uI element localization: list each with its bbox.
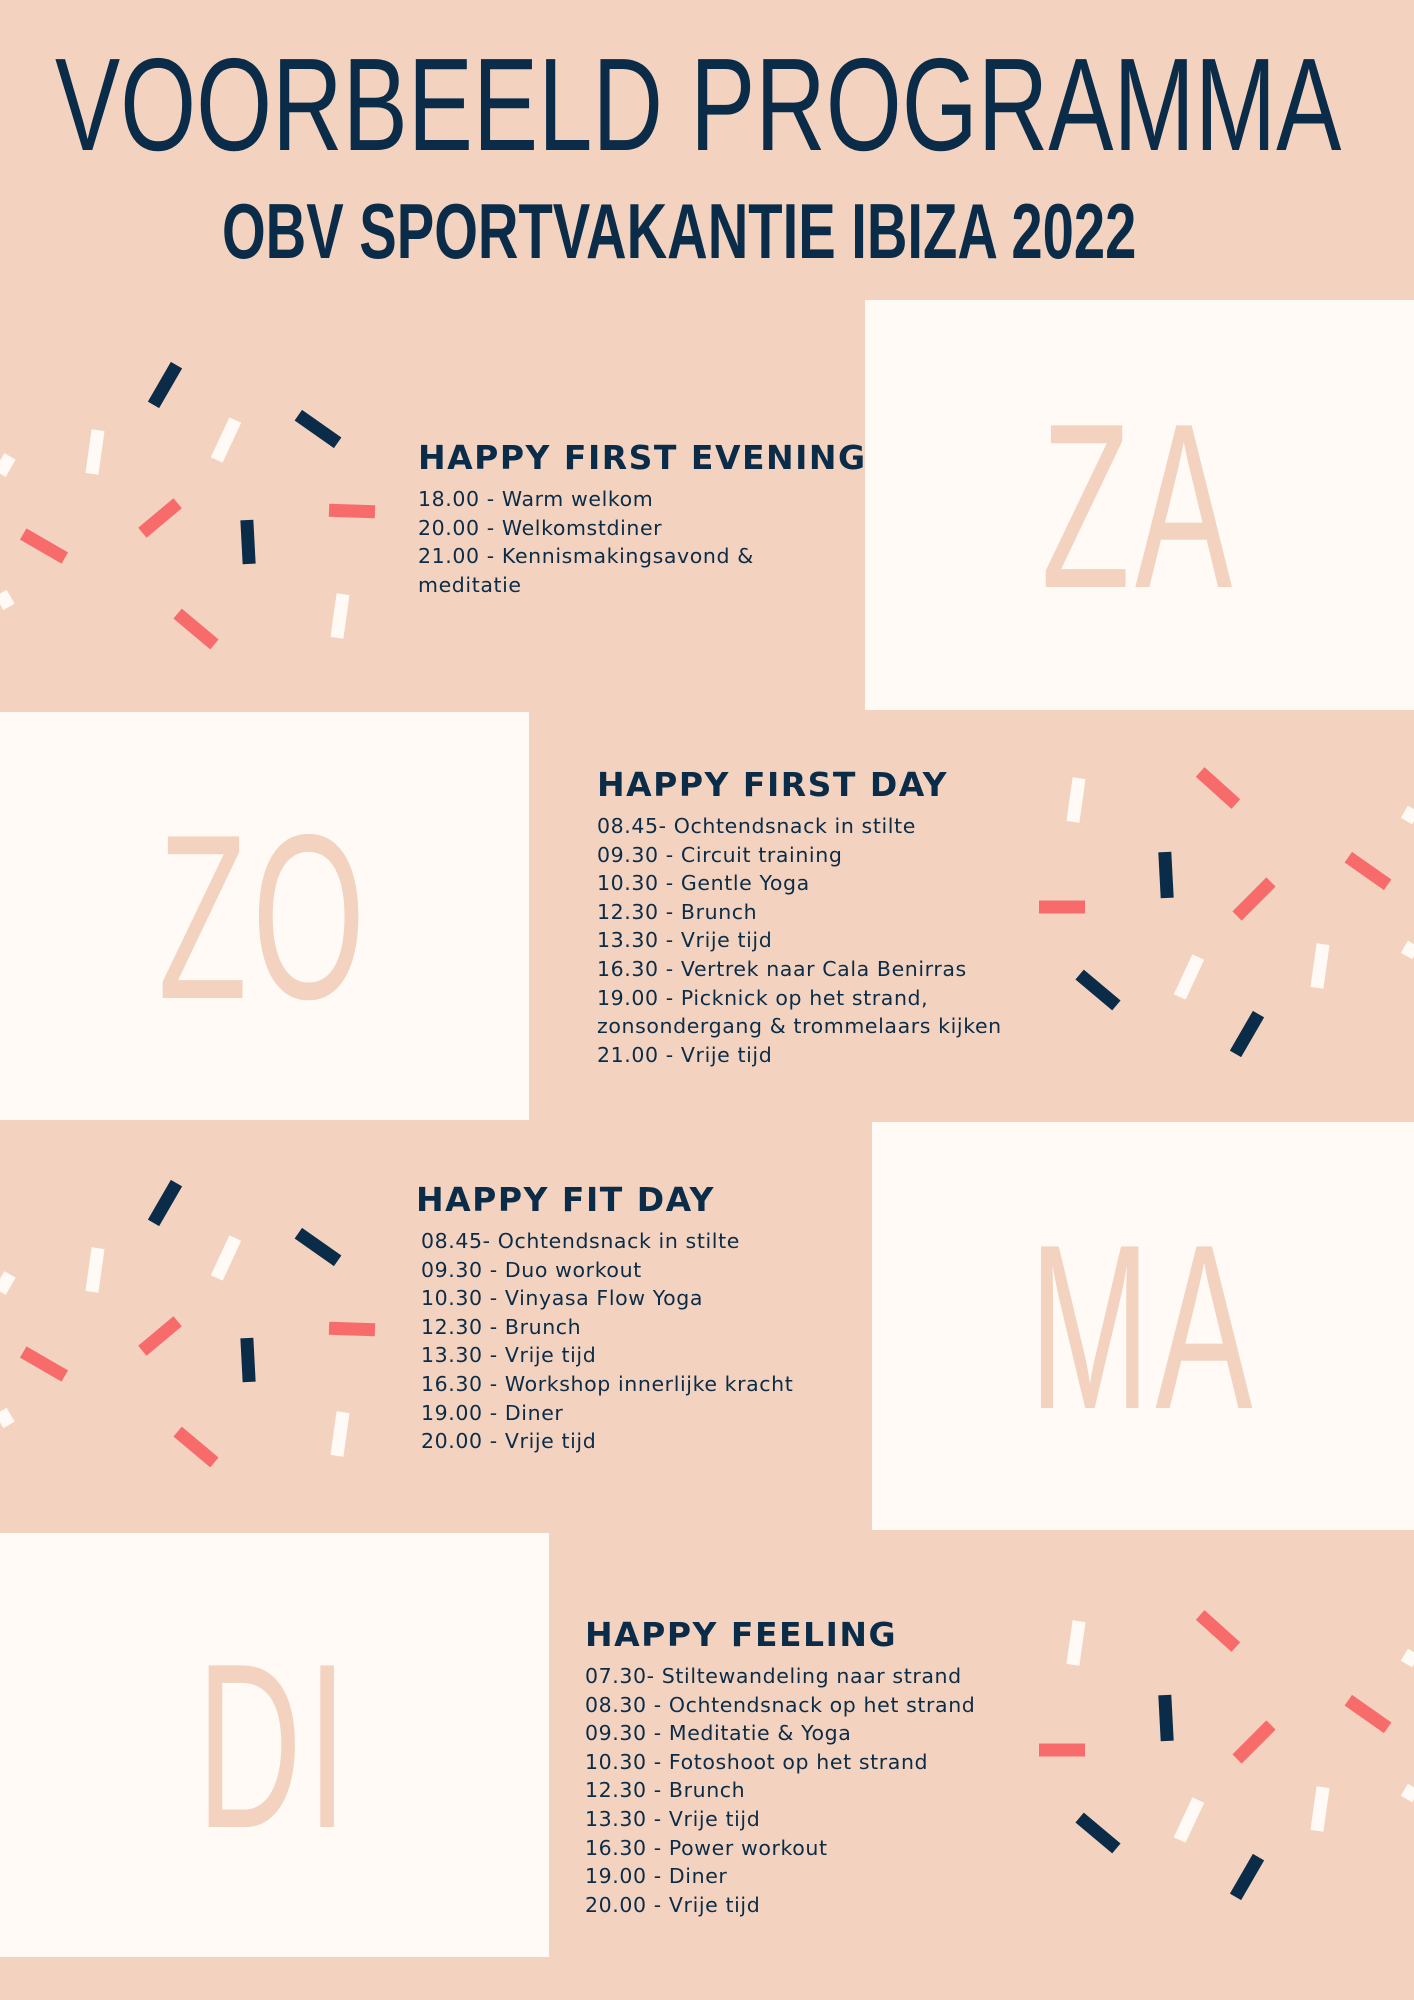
program-item: 10.30 - Fotoshoot op het strand <box>585 1749 929 1774</box>
program-item: 12.30 - Brunch <box>421 1314 582 1339</box>
program-item: 21.00 - Kennismakingsavond & <box>418 544 754 569</box>
confetti-piece <box>1067 1620 1086 1665</box>
program-item: 09.30 - Circuit training <box>597 842 843 867</box>
program-item: 21.00 - Vrije tijd <box>597 1042 773 1067</box>
day-abbr: ZO <box>158 784 371 1048</box>
day-abbr: ZA <box>1041 373 1238 637</box>
page-subtitle: OBV SPORTVAKANTIE IBIZA 2022 <box>222 187 1137 275</box>
program-item: 20.00 - Welkomstdiner <box>418 515 663 540</box>
confetti-piece <box>1311 1786 1330 1831</box>
confetti-piece <box>331 593 350 638</box>
confetti-piece <box>1158 1695 1173 1742</box>
confetti-piece <box>240 520 255 565</box>
program-item: 13.30 - Vrije tijd <box>585 1806 761 1831</box>
program-item: 13.30 - Vrije tijd <box>597 928 773 953</box>
program-heading: HAPPY FEELING <box>585 1615 898 1654</box>
confetti-piece <box>1345 1695 1392 1733</box>
program-item: 08.45- Ochtendsnack in stilte <box>597 814 916 838</box>
confetti-piece <box>1158 852 1173 899</box>
program-item: 07.30- Stiltewandeling naar strand <box>585 1664 962 1688</box>
confetti-piece <box>1196 767 1240 809</box>
confetti-piece <box>211 417 241 462</box>
confetti-piece <box>329 504 375 519</box>
day-abbr: DI <box>196 1613 353 1877</box>
confetti-piece <box>1401 806 1414 825</box>
program-item: zonsondergang & trommelaars kijken <box>597 1014 1002 1039</box>
confetti-piece <box>1230 1011 1264 1057</box>
program-item: 13.30 - Vrije tijd <box>421 1343 597 1368</box>
confetti-piece <box>240 1338 255 1383</box>
program-item: 19.00 - Diner <box>585 1864 728 1889</box>
confetti-piece <box>1401 941 1414 960</box>
program-item: 19.00 - Diner <box>421 1400 564 1425</box>
confetti-cluster <box>1039 767 1414 1057</box>
confetti-piece <box>0 1408 15 1428</box>
program-item: 20.00 - Vrije tijd <box>421 1429 597 1454</box>
confetti-piece <box>1039 1744 1085 1757</box>
confetti-piece <box>1232 877 1275 920</box>
program-item: 16.30 - Workshop innerlijke kracht <box>421 1371 794 1396</box>
confetti-piece <box>1075 970 1120 1011</box>
confetti-piece <box>329 1322 375 1337</box>
confetti-piece <box>1174 1797 1204 1842</box>
confetti-piece <box>173 1427 218 1468</box>
confetti-piece <box>1067 777 1086 822</box>
confetti-piece <box>20 528 68 563</box>
program-item: 12.30 - Brunch <box>585 1778 746 1803</box>
confetti-piece <box>1345 852 1392 890</box>
program-heading: HAPPY FIT DAY <box>416 1180 715 1219</box>
confetti-piece <box>138 498 182 538</box>
confetti-piece <box>1039 901 1085 914</box>
confetti-piece <box>0 1271 16 1295</box>
confetti-piece <box>148 1180 182 1226</box>
confetti-piece <box>148 362 182 408</box>
confetti-piece <box>1232 1720 1275 1763</box>
confetti-cluster <box>0 1180 375 1468</box>
program-item: 20.00 - Vrije tijd <box>585 1892 761 1917</box>
confetti-piece <box>211 1235 241 1280</box>
confetti-piece <box>86 429 105 474</box>
program-item: 19.00 - Picknick op het strand, <box>597 985 929 1010</box>
program-item: 09.30 - Meditatie & Yoga <box>585 1721 852 1746</box>
program-item: 09.30 - Duo workout <box>421 1257 642 1282</box>
program-item: 08.45- Ochtendsnack in stilte <box>421 1229 740 1253</box>
program-heading: HAPPY FIRST EVENING <box>418 438 867 477</box>
program-item: 16.30 - Power workout <box>585 1835 828 1860</box>
program-item: 10.30 - Gentle Yoga <box>597 871 810 896</box>
confetti-piece <box>173 609 218 650</box>
confetti-piece <box>1311 943 1330 988</box>
confetti-piece <box>1401 1784 1414 1803</box>
confetti-cluster <box>0 362 375 650</box>
confetti-piece <box>0 590 15 610</box>
confetti-piece <box>1230 1854 1264 1900</box>
confetti-piece <box>1075 1813 1120 1854</box>
program-item: meditatie <box>418 572 522 597</box>
day-abbr: MA <box>1028 1194 1258 1458</box>
program-item: 16.30 - Vertrek naar Cala Benirras <box>597 956 967 981</box>
confetti-piece <box>20 1346 68 1381</box>
page-title: VOORBEELD PROGRAMMA <box>55 31 1342 178</box>
program-item: 10.30 - Vinyasa Flow Yoga <box>421 1286 704 1311</box>
program-item: 12.30 - Brunch <box>597 899 758 924</box>
confetti-piece <box>86 1247 105 1292</box>
program-item: 08.30 - Ochtendsnack op het strand <box>585 1692 976 1717</box>
confetti-piece <box>1401 1649 1414 1668</box>
confetti-piece <box>295 410 342 448</box>
confetti-piece <box>0 453 16 477</box>
confetti-piece <box>138 1316 182 1356</box>
confetti-piece <box>1196 1610 1240 1652</box>
program-heading: HAPPY FIRST DAY <box>597 765 949 804</box>
confetti-piece <box>295 1228 342 1266</box>
confetti-piece <box>331 1411 350 1456</box>
confetti-piece <box>1174 954 1204 999</box>
program-item: 18.00 - Warm welkom <box>418 487 654 511</box>
confetti-cluster <box>1039 1610 1414 1900</box>
